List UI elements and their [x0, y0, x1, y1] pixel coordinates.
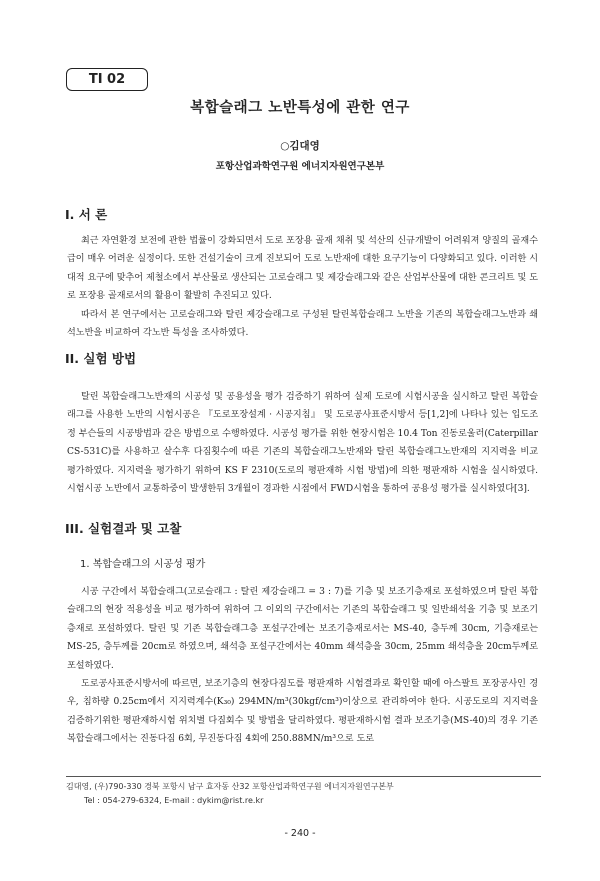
author-name: ○김대영	[280, 140, 320, 152]
footnote-address: 김대영, (우)790-330 경북 포항시 남구 효자동 산32 포항산업과학연구원 에너지자원연구본부	[66, 782, 394, 791]
method-paragraph-1: 탈린 복합슬래그노반재의 시공성 및 공용성을 평가 검증하기 위하여 실제 도로에 시험시공을 실시하고 탈린 복합슬래그를 사용한 노반의 시험시공은 『도로포장설계 · 시공지침』 및 도로공사표준시방서 등[1,2]에 나타나 있는 입도조정 부슨들의 시공방법과 같은 방법으로 수행하였다. 시공성 평가를 위한 현장시험은 10.4 Ton 진동로울러(Caterpillar CS-531C)를 사용하고 살수후 다짐횟수에 따른 기존의 복합슬래그노반재와 탈린 복합슬래그노반재의 지지력을 비교 평가하였다. 지지력을 평가하기 위하여 KS F 2310(도로의 평판재하 시험 방법)에 의한 평판재하 시험을 실시하였다. 시험시공 노반에서 교통하중이 발생한뒤 3개월이 경과한 시점에서 FWD시험을 통하여 공용성 평가를 실시하였다[3].	[67, 392, 538, 495]
paper-title: 복합슬래그 노반특성에 관한 연구	[190, 100, 410, 116]
results-paragraph-2: 도로공사표준시방서에 따르면, 보조기층의 현장다짐도를 평판재하 시험결과로 확인할 때에 아스팔트 포장공사인 경우, 침하량 0.25cm에서 지지력계수(K₃₀) 294MN/m³(30kgf/cm³)이상으로 관리하여야 한다. 시공도로의 지지력을 검증하기위한 평판재하시험 위치별 다짐회수 및 방법을 달리하였다. 평판재하시험 결과 보조기층(MS-40)의 경우 기존 복합슬래그에서는 진동다짐 6회, 무진동다짐 4회에 250.88MN/m³으로 도로	[67, 679, 538, 745]
results-paragraph-1: 시공 구간에서 복합슬래그(고로슬래그 : 탈린 제강슬래그 = 3 : 7)를 기층 및 보조기층재로 포설하였으며 탈린 복합슬래그의 현장 적용성을 비교 평가하여 위하여 그 이외의 구간에서는 기존의 복합슬래그 및 일반쇄석을 기층 및 보조기층재로 포설하였다. 탈린 및 기존 복합슬래그층 포설구간에는 보조기층재로서는 MS-40, 층두께 30cm, 기층재로는 MS-25, 층두께를 20cm로 하였으며, 쇄석층 포설구간에서는 40mm 쇄석층을 30cm, 25mm 쇄석층을 20cm두께로 포설하였다.	[67, 587, 538, 671]
page-number: - 240 -	[284, 828, 316, 839]
results-body	[67, 583, 538, 749]
footnote-contact: Tel : 054-279-6324, E-mail : dykim@rist.re.kr	[84, 796, 264, 805]
intro-paragraph-1: 최근 자연환경 보전에 관한 법률이 강화되면서 도로 포장용 골재 채취 및 석산의 신규개발이 어려워져 양질의 골재수급이 매우 어려운 실정이다. 또한 건설기술이 크게 진보되어 도로 노반재에 대한 요구기능이 다양화되고 있다. 이러한 시대적 요구에 맞추어 제철소에서 부산물로 생산되는 고로슬래그 및 제강슬래그와 같은 산업부산물에 대한 콘크리트 및 도로 포장용 골재로서의 활용이 활발히 추진되고 있다.	[67, 236, 538, 302]
author-affiliation: 포항산업과학연구원 에너지자원연구본부	[215, 161, 385, 172]
section-heading-method: II. 실험 방법	[65, 351, 137, 366]
intro-paragraph-2: 따라서 본 연구에서는 고로슬래그와 탈린 제강슬래그로 구성된 탈린복합슬래그 노반을 기존의 복합슬래그노반과 쇄석노반을 비교하여 각노반 특성을 조사하였다.	[67, 309, 538, 339]
intro-body	[67, 232, 538, 342]
section-heading-results: III. 실험결과 및 고찰	[65, 521, 182, 536]
paper-id-tag: TI 02	[66, 68, 148, 91]
footnote-divider	[66, 776, 541, 777]
method-body	[67, 388, 538, 498]
subsection-heading: 1. 복합슬래그의 시공성 평가	[80, 559, 206, 570]
section-heading-intro: I. 서 론	[65, 207, 108, 222]
